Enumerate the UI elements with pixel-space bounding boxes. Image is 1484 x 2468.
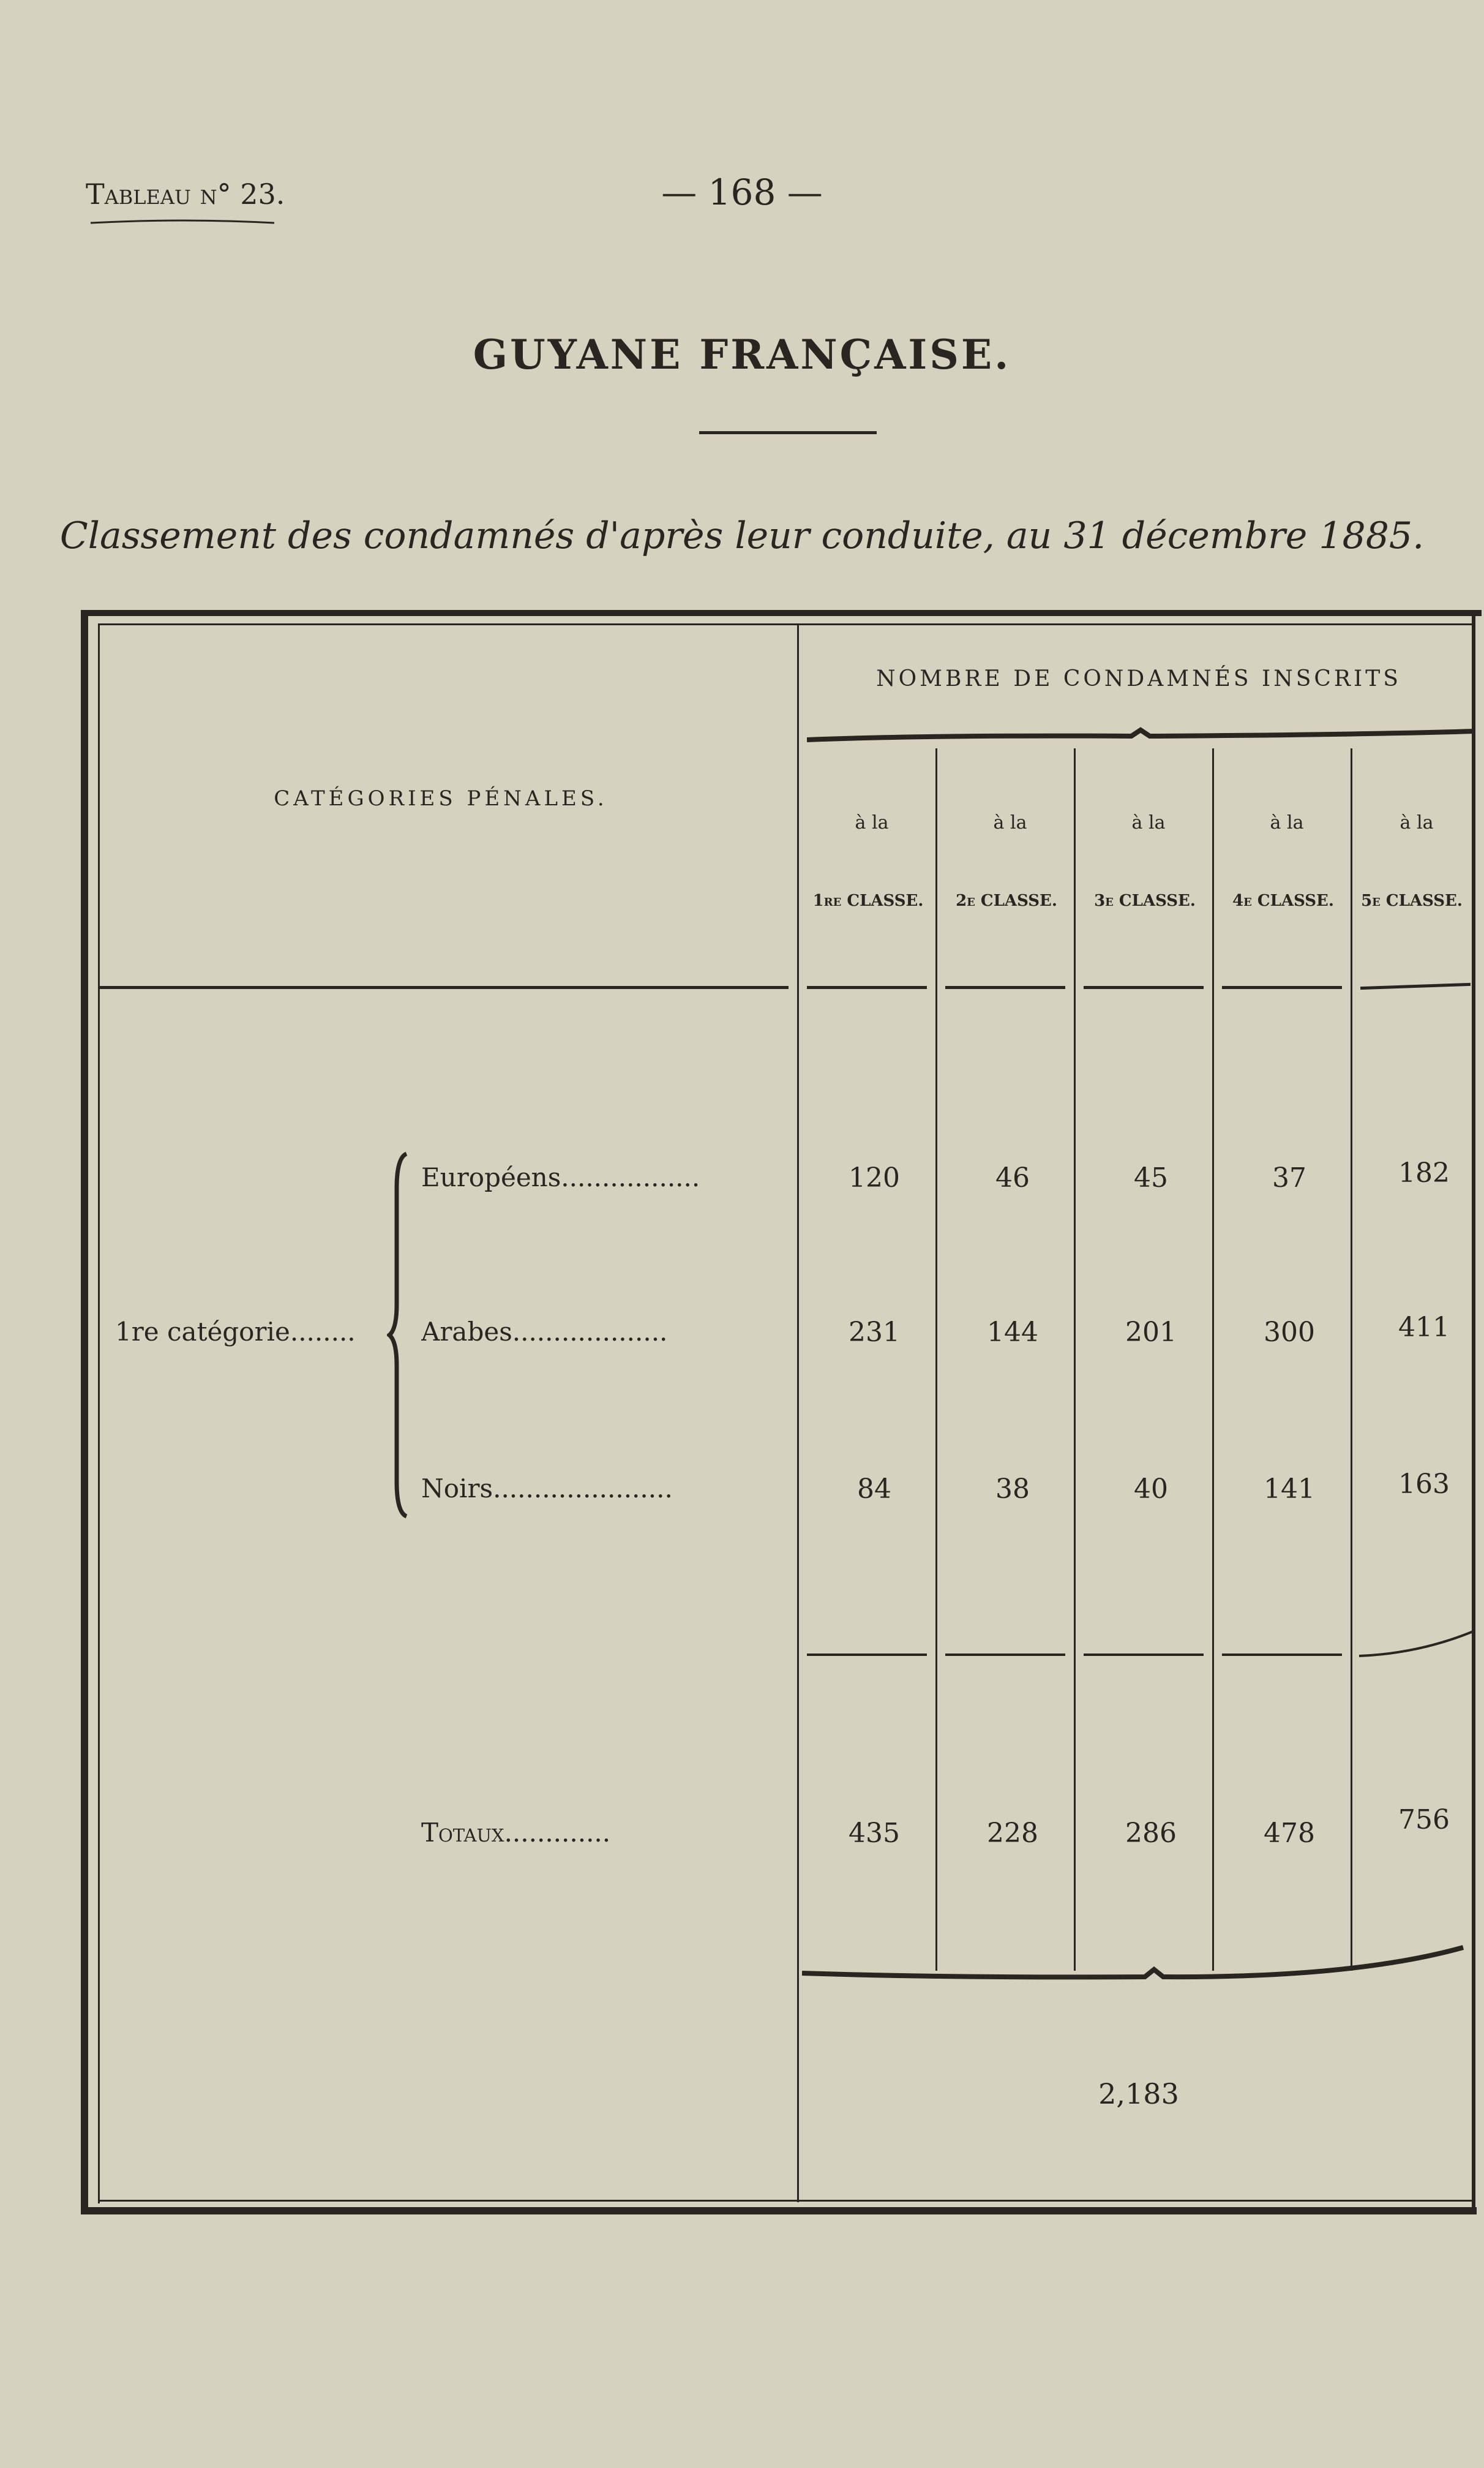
totals-brace-icon — [802, 1945, 1475, 1982]
totals-rule-col3 — [1084, 1653, 1204, 1656]
column-prefix-4: à la — [1270, 812, 1304, 833]
title-rule — [699, 431, 877, 434]
category-column-divider — [797, 623, 799, 2202]
header-rule-categories — [98, 986, 789, 989]
cell-noirs-1: 84 — [857, 1473, 891, 1505]
table-border-bottom-inner — [98, 2200, 1475, 2202]
header-rule-col4 — [1222, 986, 1342, 989]
total-col-4: 478 — [1264, 1818, 1315, 1849]
cell-noirs-2: 38 — [995, 1473, 1030, 1505]
count-header: NOMBRE DE CONDAMNÉS INSCRITS — [876, 666, 1401, 691]
cell-noirs-5: 163 — [1398, 1469, 1450, 1500]
cell-arabes-3: 201 — [1125, 1317, 1177, 1348]
column-prefix-5: à la — [1400, 812, 1434, 833]
cell-europeens-1: 120 — [849, 1162, 900, 1194]
header-rule-col3 — [1084, 986, 1204, 989]
total-col-1: 435 — [849, 1818, 900, 1849]
cell-arabes-4: 300 — [1264, 1317, 1315, 1348]
column-divider-2 — [1074, 748, 1076, 1971]
category-brace-icon — [387, 1151, 411, 1519]
grand-total: 2,183 — [1098, 2077, 1179, 2110]
header-brace-icon — [807, 725, 1474, 750]
column-divider-3 — [1212, 748, 1214, 1971]
table-border-top-inner — [98, 623, 1475, 625]
table-border-bottom — [81, 2207, 1477, 2214]
totals-rule-col2 — [945, 1653, 1065, 1656]
table-border-left-inner — [98, 623, 100, 2203]
column-prefix-3: à la — [1131, 812, 1166, 833]
column-divider-1 — [935, 748, 937, 1971]
category-header: CATÉGORIES PÉNALES. — [274, 786, 608, 811]
table-reference-text: Tableau n° 23. — [86, 178, 285, 211]
column-prefix-2: à la — [993, 812, 1027, 833]
cell-noirs-4: 141 — [1264, 1473, 1315, 1505]
page-number: — 168 — — [661, 171, 823, 213]
row-label-noirs: Noirs...................... — [421, 1473, 673, 1503]
category-label: 1re catégorie........ — [115, 1317, 356, 1347]
column-divider-4 — [1351, 748, 1352, 1971]
header-rule-col5 — [1360, 983, 1471, 990]
column-header-1: 1re CLASSE. — [812, 892, 924, 910]
country-title: GUYANE FRANÇAISE. — [473, 331, 1011, 378]
totals-rule-col4 — [1222, 1653, 1342, 1656]
table-border-left — [81, 610, 88, 2214]
cell-europeens-2: 46 — [995, 1162, 1030, 1194]
table-subtitle: Classement des condamnés d'après leur conduite, au 31 décembre 1885. — [59, 514, 1425, 557]
swash-ornament-icon — [91, 219, 274, 225]
cell-europeens-3: 45 — [1134, 1162, 1168, 1194]
cell-europeens-4: 37 — [1272, 1162, 1306, 1194]
cell-arabes-1: 231 — [849, 1317, 900, 1348]
column-prefix-1: à la — [855, 812, 889, 833]
cell-arabes-5: 411 — [1398, 1312, 1450, 1343]
total-col-3: 286 — [1125, 1818, 1177, 1849]
column-header-2: 2e CLASSE. — [956, 892, 1057, 910]
row-label-arabes: Arabes................... — [421, 1317, 668, 1347]
column-header-4: 4e CLASSE. — [1232, 892, 1334, 910]
totals-rule-col1 — [807, 1653, 927, 1656]
cell-noirs-3: 40 — [1134, 1473, 1168, 1505]
cell-europeens-5: 182 — [1398, 1157, 1450, 1189]
header-rule-col2 — [945, 986, 1065, 989]
table-border-top — [84, 610, 1482, 616]
totals-rule-col5 — [1358, 1629, 1474, 1660]
row-label-europeens: Européens................. — [421, 1162, 700, 1192]
totals-label: Totaux............. — [421, 1818, 611, 1848]
cell-arabes-2: 144 — [987, 1317, 1038, 1348]
column-header-5: 5e CLASSE. — [1361, 892, 1463, 910]
column-header-3: 3e CLASSE. — [1094, 892, 1196, 910]
total-col-2: 228 — [987, 1818, 1038, 1849]
header-rule-col1 — [807, 986, 927, 989]
total-col-5: 756 — [1398, 1804, 1450, 1835]
